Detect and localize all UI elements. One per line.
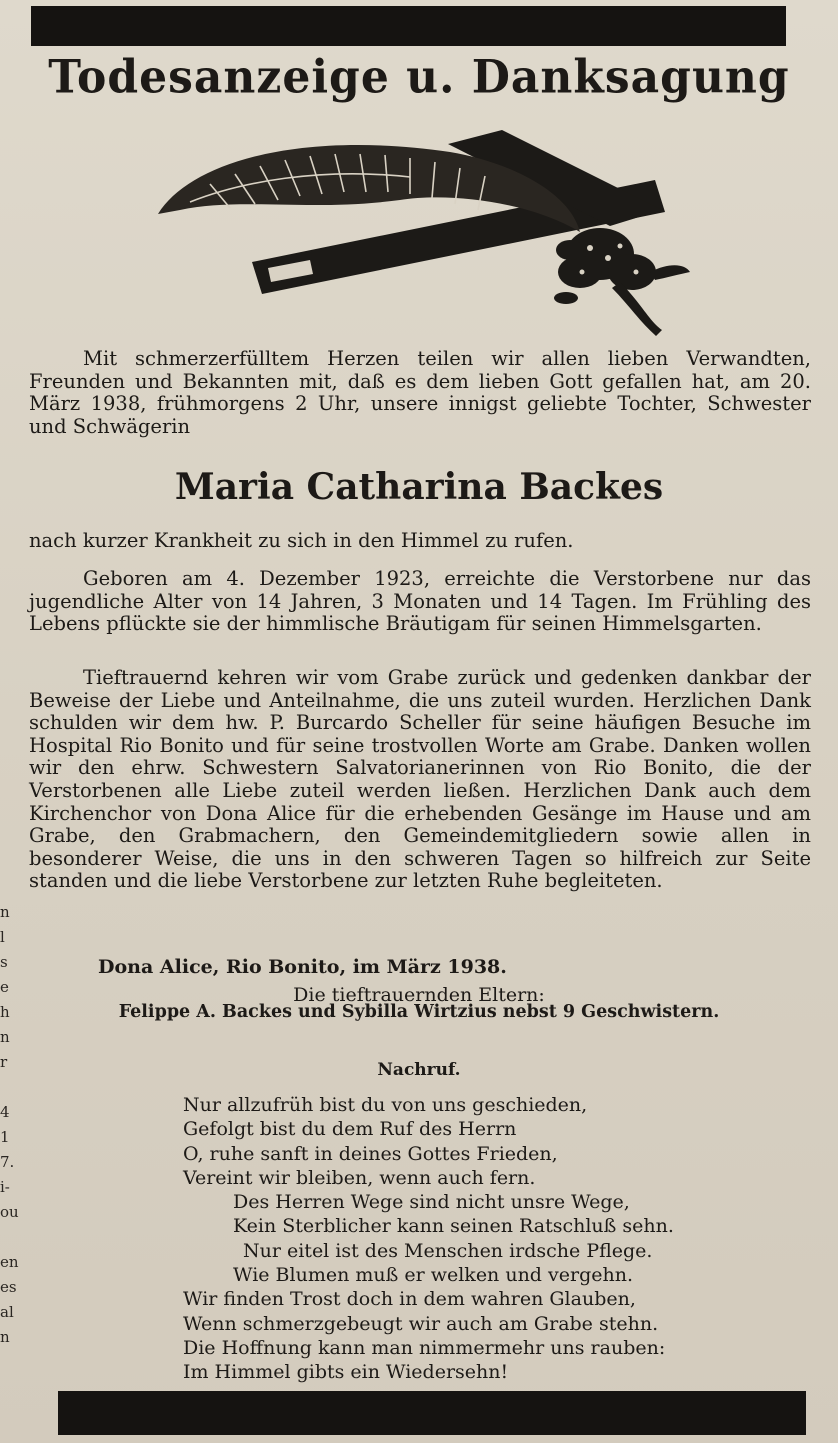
place-date: Dona Alice, Rio Bonito, im März 1938. [98,956,507,978]
deceased-name: Maria Catharina Backes [174,466,664,508]
edge-fragment: r [0,1053,8,1071]
nachruf-title: Nachruf. [377,1060,461,1080]
poem-line: O, ruhe sanft in deines Gottes Frieden, [183,1142,558,1165]
poem-line: Die Hoffnung kann man nimmermehr uns rauben: [183,1336,666,1359]
continuation-text: nach kurzer Krankheit zu sich in den Himmel zu rufen. [29,529,574,552]
poem-line: Wenn schmerzgebeugt wir auch am Grabe stehn. [183,1312,659,1335]
thanks-paragraph: Tieftrauernd kehren wir vom Grabe zurück und gedenken dankbar der Beweise der Liebe und Anteilnahme, die uns zuteil wurden. Herzlichen Dank schulden wir dem hw. P. Burcardo Scheller für seine häufigen Besuche im Hospital Rio Bonito und für seine trostvollen Worte am Grabe. Danken wollen wir den ehrw. Schwestern Salvatorianerinnen von Rio Bonito, die der Verstorbenen alle Liebe zuteil werden ließen. Herzlichen Dank auch dem Kirchenchor von Dona Alice für die erhebenden Gesänge im Hause und am Grabe, den Grabmachern, den Gemeindemitgliedern sowie allen in besonderer Weise, die uns in den schweren Tagen so hilfreich zur Seite standen und die liebe Verstorbene zur letzten Ruhe begleiteten. [29,666,811,893]
edge-fragment: n [0,1328,10,1346]
birth-paragraph: Geboren am 4. Dezember 1923, erreichte die Verstorbene nur das jugendliche Alter von 14 Jahren, 3 Monaten und 14 Tagen. Im Frühling des Lebens pflückte sie der himmlische Bräutigam für seinen Himmelsgarten. [29,567,811,636]
edge-fragment: 7. [0,1153,15,1171]
poem-line: Gefolgt bist du dem Ruf des Herrn [183,1118,517,1141]
poem-line: Wir finden Trost doch in dem wahren Glauben, [183,1288,636,1311]
edge-fragment: e [0,978,9,996]
edge-fragment [0,1075,24,1100]
adjacent-column-fragments [0,900,24,1350]
edge-fragment: n [0,1028,10,1046]
poem-line: Im Himmel gibts ein Wiedersehn! [183,1361,509,1384]
announcement-heading: Todesanzeige u. Danksagung [48,50,790,105]
edge-fragment: s [0,953,8,971]
poem-line: Nur allzufrüh bist du von uns geschieden, [183,1094,588,1116]
memorial-poem [183,1093,783,1385]
edge-fragment: en [0,1253,19,1271]
bottom-black-rule [58,1391,806,1435]
edge-fragment: al [0,1303,14,1321]
parents-signature: Felippe A. Backes und Sybilla Wirtzius nebst 9 Geschwistern. [118,1002,720,1022]
edge-fragment: h [0,1003,10,1021]
edge-fragment: n [0,903,10,921]
edge-fragment: i- [0,1178,10,1196]
intro-paragraph: Mit schmerzerfülltem Herzen teilen wir allen lieben Verwandten, Freunden und Bekannten mit, daß es dem lieben Gott gefallen hat, am 20. März 1938, frühmorgens 2 Uhr, unsere innigst geliebte Tochter, Schwester und Schwägerin [29,347,811,438]
poem-line: Kein Sterblicher kann seinen Ratschluß sehn. [233,1215,674,1238]
cross-and-palm-emblem [150,122,700,342]
edge-fragment: ou [0,1203,19,1221]
edge-fragment: es [0,1278,17,1296]
edge-fragment: l [0,928,5,946]
top-black-rule [31,6,786,46]
parents-intro: Die tieftrauernden Eltern: [293,984,545,1006]
edge-fragment: 1 [0,1128,10,1146]
edge-fragment [0,1225,24,1250]
edge-fragment: 4 [0,1103,10,1121]
poem-line: Nur eitel ist des Menschen irdsche Pflege. [243,1239,653,1262]
poem-line: Des Herren Wege sind nicht unsre Wege, [233,1191,630,1214]
poem-line: Vereint wir bleiben, wenn auch fern. [183,1166,536,1189]
poem-line: Wie Blumen muß er welken und vergehn. [233,1264,633,1287]
